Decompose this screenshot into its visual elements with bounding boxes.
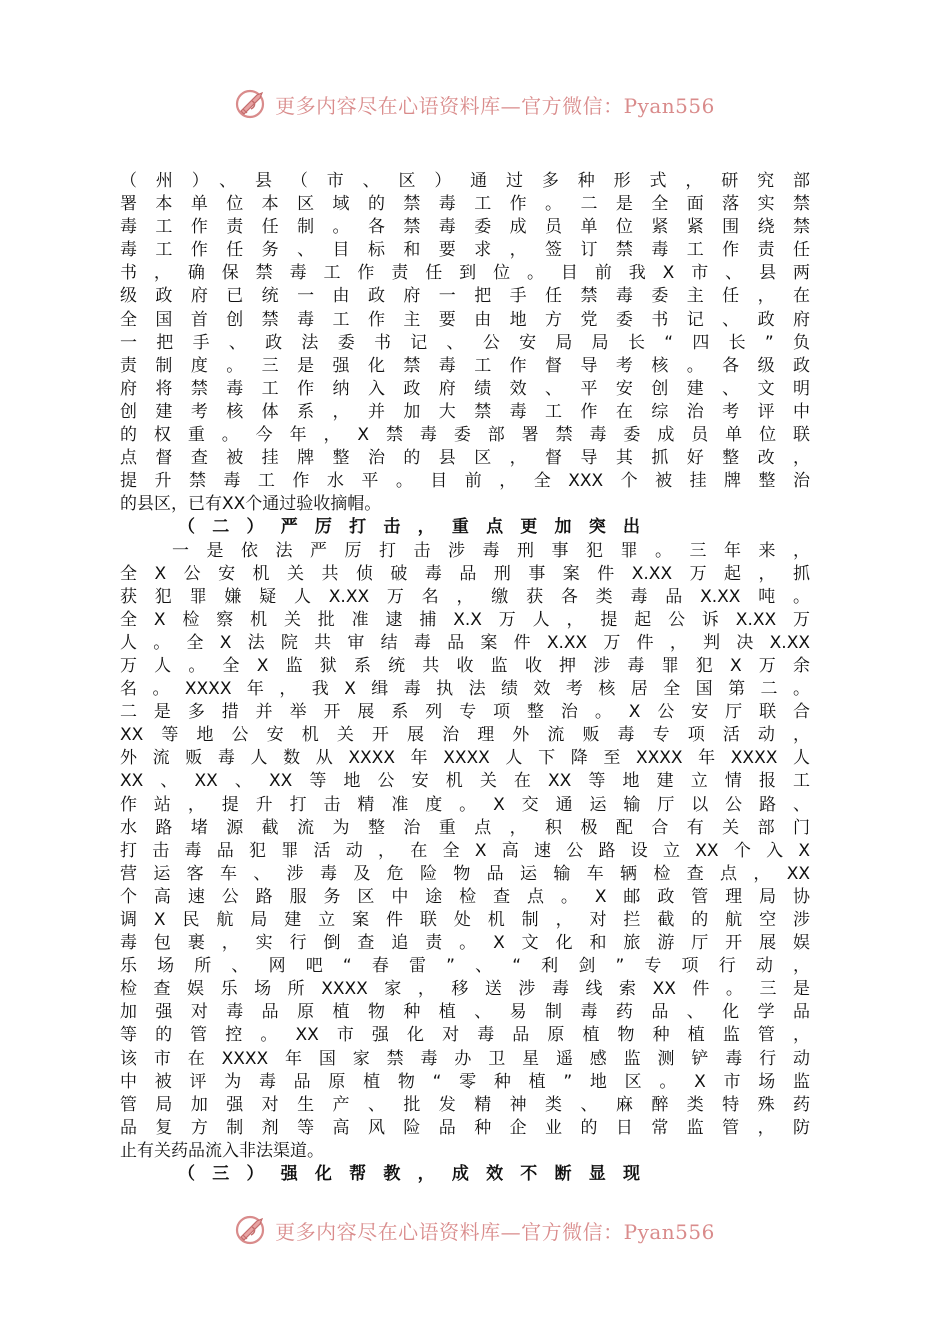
text-line: XX等地公安机关开展治理外流贩毒专项活动， [120, 725, 810, 746]
text-line: 全X公安机关共侦破毒品刑事案件X.XX万起，抓 [120, 563, 810, 584]
text-line: 责制度。三是强化禁毒工作督导考核。各级政 [120, 355, 810, 376]
text-line: XX、XX、XX等地公安机关在XX等地建立情报工 [120, 771, 810, 792]
text-line: 万人。全X监狱系统共收监收押涉毒罪犯X万余 [120, 655, 810, 676]
section-heading [120, 1163, 810, 1186]
text-line: 署本单位本区域的禁毒工作。二是全面落实禁 [120, 194, 810, 215]
text-line: 毒包裹，实行倒查追责。X文化和旅游厅开展娱 [120, 933, 810, 954]
text-line: 全X检察机关批准逮捕X.X万人，提起公诉X.XX万 [120, 609, 810, 630]
text-line: 人。全X法院共审结毒品案件X.XX万件，判决X.XX [120, 632, 810, 653]
text-line: 一把手、政法委书记、公安局局长“四长”负 [120, 332, 810, 353]
text-line: 等的管控。XX市强化对毒品原植物种植监管， [120, 1025, 810, 1046]
text-line: 提升禁毒工作水平。目前，全XXX个被挂牌整治 [120, 471, 810, 492]
text-line: （三）强化帮教，成效不断显现 [178, 1164, 640, 1185]
text-line: 毒工作责任制。各禁毒委成员单位紧紧围绕禁 [120, 217, 810, 238]
text-line: 点督查被挂牌整治的县区，督导其抓好整改， [120, 448, 810, 469]
text-line: 中被评为毒品原植物“零种植”地区。X市场监 [120, 1071, 810, 1092]
text-line: （二）严厉打击，重点更加突出 [178, 517, 640, 538]
text-line: 管局加强对生产、批发精神类、麻醉类特殊药 [120, 1094, 810, 1115]
text-line: 全国首创禁毒工作主要由地方党委书记、政府 [120, 309, 810, 330]
text-line: 书，确保禁毒工作责任到位。目前我X市、县两 [120, 263, 810, 284]
text-line: 获犯罪嫌疑人X.XX万名，缴获各类毒品X.XX吨。 [120, 586, 810, 607]
banner-text: 更多内容尽在心语资料库—官方微信：Pyan556 [275, 93, 715, 118]
banner-text: 更多内容尽在心语资料库—官方微信：Pyan556 [275, 1219, 715, 1244]
text-line: 一是依法严厉打击涉毒刑事犯罪。三年来， [172, 540, 810, 561]
text-line: 止有关药品流入非法渠道。 [120, 1140, 324, 1161]
text-line: 打击毒品犯罪活动，在全X高速公路设立XX个入X [120, 840, 810, 861]
text-line: 营运客车、涉毒及危险物品运输车辆检查点，XX [120, 863, 810, 884]
paragraph [120, 170, 810, 516]
paragraph [120, 540, 810, 1164]
text-line: 名。XXXX年，我X缉毒执法绩效考核居全国第二。 [120, 679, 810, 700]
text-line: 个高速公路服务区中途检查点。X邮政管理局协 [120, 886, 810, 907]
header-banner [0, 84, 950, 124]
text-line: 府将禁毒工作纳入政府绩效、平安创建、文明 [120, 378, 810, 399]
pen-logo-icon [235, 1213, 269, 1247]
text-line: 的县区，已有XX个通过验收摘帽。 [120, 494, 382, 515]
document-body [120, 170, 810, 1186]
text-line: 毒工作任务、目标和要求，签订禁毒工作责任 [120, 240, 810, 261]
pen-logo-icon [235, 87, 269, 121]
text-line: 创建考核体系，并加大禁毒工作在综治考评中 [120, 401, 810, 422]
text-line: 作站，提升打击精准度。X交通运输厅以公路、 [120, 794, 810, 815]
text-line: 二是多措并举开展系列专项整治。X公安厅联合 [120, 702, 810, 723]
section-heading [120, 516, 810, 539]
text-line: 水路堵源截流为整治重点，积极配合有关部门 [120, 817, 810, 838]
footer-banner [0, 1210, 950, 1250]
text-line: 调X民航局建立案件联处机制，对拦截的航空涉 [120, 910, 810, 930]
text-line: 品复方制剂等高风险品种企业的日常监管，防 [120, 1117, 810, 1138]
text-line: 的权重。今年，X禁毒委部署禁毒委成员单位联 [120, 425, 810, 446]
text-line: 检查娱乐场所XXXX家，移送涉毒线索XX件。三是 [120, 979, 810, 1000]
text-line: 该市在XXXX年国家禁毒办卫星遥感监测铲毒行动 [120, 1048, 810, 1069]
text-line: 乐场所、网吧“春雷”、“利剑”专项行动， [120, 956, 810, 977]
text-line: 加强对毒品原植物种植、易制毒药品、化学品 [120, 1002, 810, 1023]
text-line: 外流贩毒人数从XXXX年XXXX人下降至XXXX年XXXX人 [120, 748, 810, 769]
text-line: 级政府已统一由政府一把手任禁毒委主任，在 [120, 286, 810, 307]
text-line: （州）、县（市、区）通过多种形式，研究部 [120, 171, 810, 191]
